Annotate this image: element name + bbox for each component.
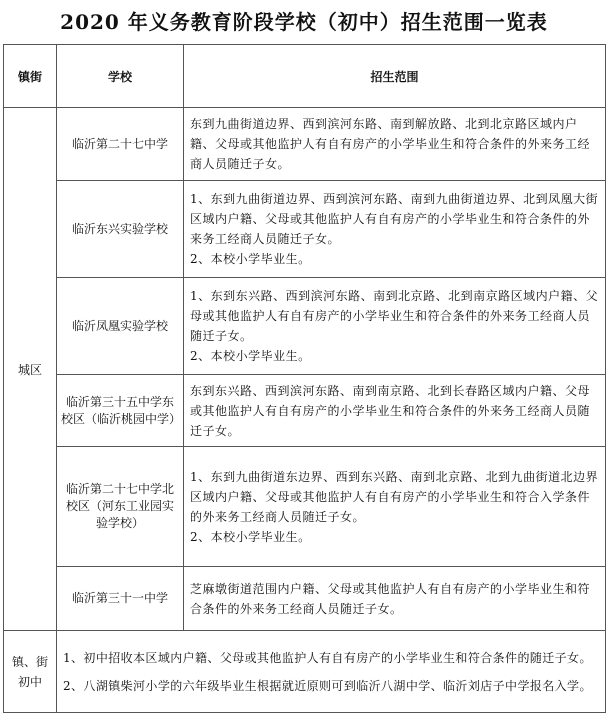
scope-cell [184,375,606,447]
table-row [4,278,606,375]
scope-text: 芝麻墩街道范围内户籍、父母或其他监护人有自有房产的小学毕业生和符合条件的外来务工经商人员随迁子女。 [190,581,591,616]
rural-scope-text: 1、初中招收本区域内户籍、父母或其他监护人有自有房产的小学毕业生和符合条件的随迁子女。 [63,650,592,665]
scope-cell [184,278,606,375]
rural-scope-text: 2、八湖镇柴河小学的六年级毕业生根据就近原则可到临沂八湖中学、临沂刘店子中学报名入学。 [63,678,592,693]
header-school: 学校 [57,45,184,108]
scope-cell [184,447,606,567]
school-name: 临沂第二十七中学北校区（河东工业园实验学校） [57,447,184,567]
scope-text: 1、东到九曲街道边界、西到滨河东路、南到九曲街道边界、北到凤凰大街区域内户籍、父母或其他监护人有自有房产的小学毕业生和符合条件的外来务工经商人员随迁子女。 [190,192,599,246]
table-row [4,447,606,567]
scope-cell [184,567,606,631]
table-row [4,567,606,631]
scope-text: 东到九曲街道边界、西到滨河东路、南到解放路、北到北京路区域内户籍、父母或其他监护人有自有房产的小学毕业生和符合条件的外来务工经商人员随迁子女。 [190,117,591,171]
scope-text: 1、东到九曲街道东边界、西到东兴路、南到北京路、北到九曲街道北边界区域内户籍、父母或其他监护人有自有房产的小学毕业生和符合入学条件的外来务工经商人员随迁子女。 [190,469,599,524]
header-scope: 招生范围 [184,45,606,108]
town-cell-rural: 镇、街 初中 [4,631,57,713]
table-row [4,181,606,278]
scope-cell [184,108,606,181]
school-name: 临沂第三十五中学东校区（临沂桃园中学） [57,375,184,447]
table-row [4,375,606,447]
table-row [4,108,606,181]
enrollment-table [3,44,606,713]
school-name: 临沂凤凰实验学校 [57,278,184,375]
scope-cell [184,181,606,278]
header-row [4,45,606,108]
town-cell-city: 城区 [4,108,57,631]
page-title: 2020 年义务教育阶段学校（初中）招生范围一览表 [60,10,548,34]
school-name: 临沂东兴实验学校 [57,181,184,278]
scope-text: 东到东兴路、西到滨河东路、南到南京路、北到长春路区域内户籍、父母或其他监护人有自有房产的小学毕业生和符合条件的外来务工经商人员随迁子女。 [190,383,591,438]
header-town: 镇街 [4,45,57,108]
rural-scope-cell [57,631,606,713]
scope-text: 2、本校小学毕业生。 [190,529,311,544]
scope-text: 2、本校小学毕业生。 [190,349,311,363]
school-name: 临沂第二十七中学 [57,108,184,181]
school-name: 临沂第三十一中学 [57,567,184,631]
table-row-rural [4,631,606,713]
scope-text: 1、东到东兴路、西到滨河东路、南到北京路、北到南京路区域内户籍、父母或其他监护人有自有房产的小学毕业生和符合条件的外来务工经商人员随迁子女。 [190,289,599,343]
scope-text: 2、本校小学毕业生。 [190,252,311,266]
